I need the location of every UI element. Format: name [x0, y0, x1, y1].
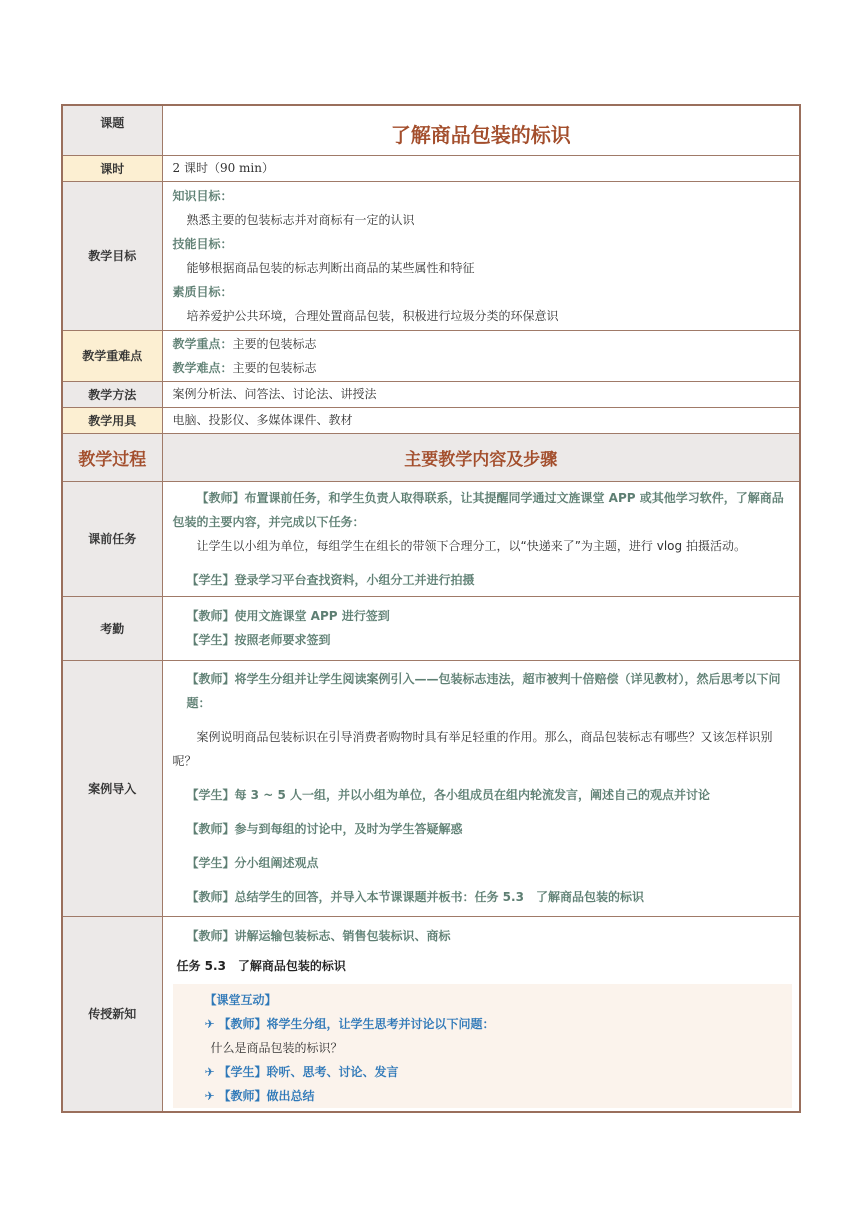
plane-arrow-icon: ✈	[204, 1088, 215, 1103]
lesson-plan-sheet	[61, 104, 799, 1113]
interaction-student: 【学生】聆听、思考、讨论、发言	[218, 1064, 399, 1079]
interaction-heading: 【课堂互动】	[204, 992, 277, 1007]
pre-task-teacher: 【教师】布置课前任务，和学生负责人取得联系，让其提醒同学通过文旌课堂 APP 或其他学习软件，了解商品包装的主要内容，并完成以下任务：	[172, 490, 784, 529]
attendance-teacher: 【教师】使用文旌课堂 APP 进行签到	[186, 609, 390, 623]
attendance-row	[62, 596, 800, 660]
objectives-content	[162, 181, 800, 330]
quality-heading: 素质目标：	[172, 284, 233, 299]
knowledge-heading: 知识目标：	[172, 188, 233, 203]
attendance-student: 【学生】按照老师要求签到	[186, 633, 331, 647]
case-student-1: 【学生】每 3 ~ 5 人一组，并以小组为单位，各小组成员在组内轮流发言，阐述自己的观点并讨论	[186, 788, 710, 802]
focus-heading: 教学重点：	[172, 336, 233, 351]
nk-teacher: 【教师】讲解运输包装标志、销售包装标识、商标	[186, 928, 451, 943]
case-teacher-3: 【教师】总结学生的回答，并导入本节课课题并板书：任务 5.3 了解商品包装的标识	[186, 890, 644, 904]
pre-task-content	[162, 481, 800, 596]
tools-row	[62, 407, 800, 433]
objectives-row	[62, 181, 800, 330]
interaction-teacher: 【教师】将学生分组，让学生思考并讨论以下问题：	[218, 1016, 495, 1031]
skill-text: 能够根据商品包装的标志判断出商品的某些属性和特征	[186, 260, 475, 275]
tools-label: 教学用具	[62, 407, 162, 433]
pre-task-label: 课前任务	[62, 481, 162, 596]
plane-arrow-icon: ✈	[204, 1064, 215, 1079]
case-intro-label: 案例导入	[62, 660, 162, 916]
methods-row	[62, 381, 800, 407]
plane-arrow-icon: ✈	[204, 1016, 215, 1031]
topic-label: 课题	[62, 105, 162, 155]
quality-text: 培养爱护公共环境，合理处置商品包装，积极进行垃圾分类的环保意识	[186, 308, 559, 323]
hours-value: 2 课时（90 min）	[162, 155, 800, 181]
case-text: 案例说明商品包装标识在引导消费者购物时具有举足轻重的作用。那么，商品包装标志有哪些？又该怎样识别呢？	[172, 730, 773, 768]
hours-label: 课时	[62, 155, 162, 181]
pre-task-text: 让学生以小组为单位，每组学生在组长的带领下合理分工，以“快递来了”为主题，进行 vlog 拍摄活动。	[196, 538, 746, 553]
topic-title: 了解商品包装的标识	[162, 105, 800, 155]
case-intro-row	[62, 660, 800, 916]
knowledge-text: 熟悉主要的包装标志并对商标有一定的认识	[186, 212, 415, 227]
pre-task-student: 【学生】登录学习平台查找资料，小组分工并进行拍摄	[186, 572, 475, 587]
process-header-left: 教学过程	[62, 433, 162, 481]
key-points-content	[162, 330, 800, 381]
interaction-question: 什么是商品包装的标识？	[210, 1040, 343, 1055]
attendance-content	[162, 596, 800, 660]
focus-text: 主要的包装标志	[232, 336, 317, 351]
lesson-plan-table	[61, 104, 801, 1113]
classroom-interaction-box	[173, 984, 793, 1108]
process-header-right: 主要教学内容及步骤	[162, 433, 800, 481]
case-teacher-2: 【教师】参与到每组的讨论中，及时为学生答疑解惑	[186, 822, 463, 836]
nk-task-title: 任务 5.3 了解商品包装的标识	[176, 958, 346, 973]
skill-heading: 技能目标：	[172, 236, 233, 251]
objectives-label: 教学目标	[62, 181, 162, 330]
hours-row	[62, 155, 800, 181]
new-knowledge-content	[162, 916, 800, 1112]
case-intro-content	[162, 660, 800, 916]
difficulty-heading: 教学难点：	[172, 360, 233, 375]
new-knowledge-row	[62, 916, 800, 1112]
key-points-row	[62, 330, 800, 381]
methods-value: 案例分析法、问答法、讨论法、讲授法	[162, 381, 800, 407]
difficulty-text: 主要的包装标志	[232, 360, 317, 375]
tools-value: 电脑、投影仪、多媒体课件、教材	[162, 407, 800, 433]
case-teacher-1: 【教师】将学生分组并让学生阅读案例引入——包装标志违法，超市被判十倍赔偿（详见教材），然后思考以下问题：	[186, 672, 781, 710]
interaction-teacher-2: 【教师】做出总结	[218, 1088, 315, 1103]
case-student-2: 【学生】分小组阐述观点	[186, 856, 319, 870]
process-header-row	[62, 433, 800, 481]
topic-row	[62, 105, 800, 155]
pre-task-row	[62, 481, 800, 596]
new-knowledge-label: 传授新知	[62, 916, 162, 1112]
key-points-label: 教学重难点	[62, 330, 162, 381]
methods-label: 教学方法	[62, 381, 162, 407]
attendance-label: 考勤	[62, 596, 162, 660]
